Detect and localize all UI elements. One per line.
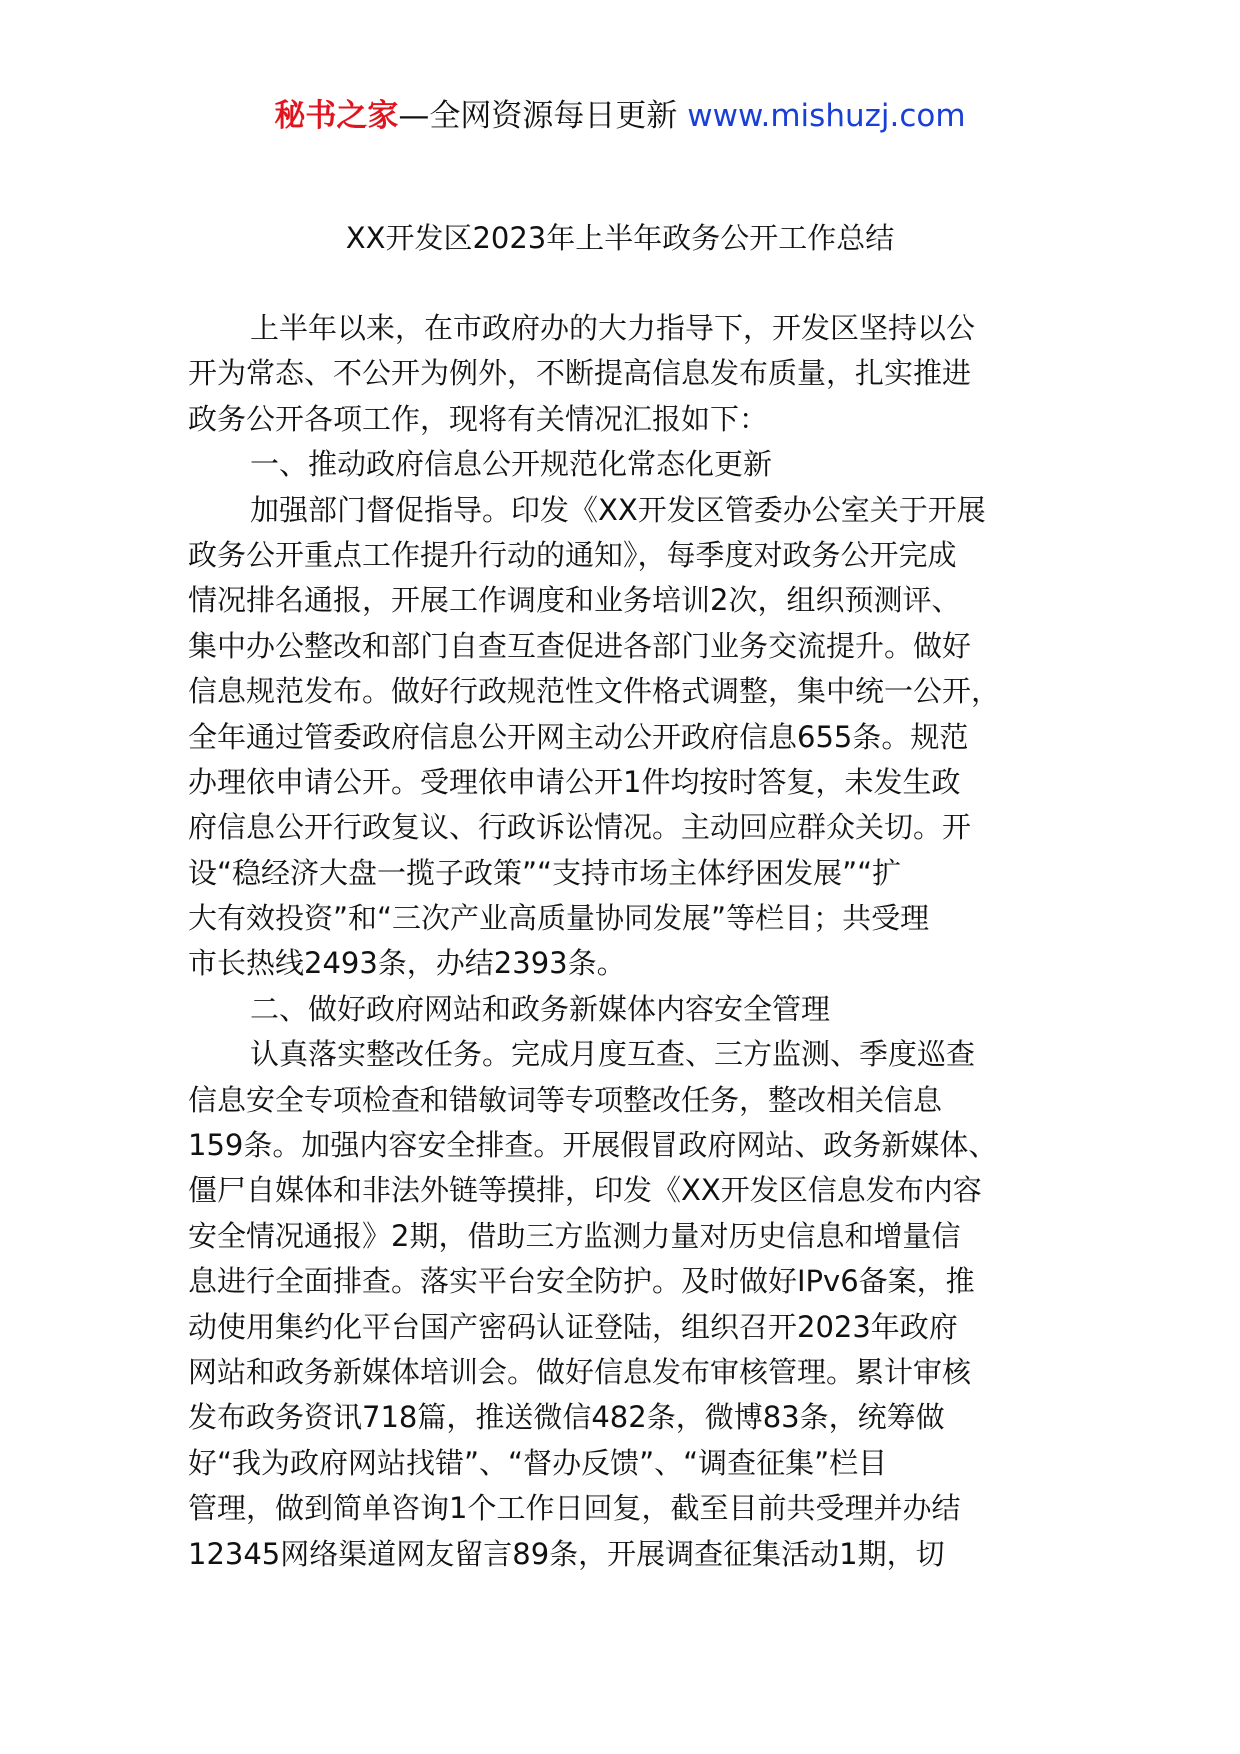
paragraph-line: 设“稳经济大盘一揽子政策”“支持市场主体纾困发展”“扩 bbox=[188, 855, 902, 890]
paragraph-line: 安全情况通报》2期，借助三方监测力量对历史信息和增量信 bbox=[188, 1218, 961, 1253]
paragraph-line: 发布政务资讯718篇，推送微信482条，微博83条，统筹做 bbox=[188, 1400, 945, 1435]
document-title: XX开发区2023年上半年政务公开工作总结 bbox=[345, 221, 895, 255]
paragraph-line: 认真落实整改任务。完成月度互查、三方监测、季度巡查 bbox=[250, 1037, 976, 1072]
brand-name: 秘书之家 bbox=[274, 98, 399, 134]
paragraph-line: 网站和政务新媒体培训会。做好信息发布审核管理。累计审核 bbox=[188, 1354, 972, 1389]
paragraph-line: 集中办公整改和部门自查互查促进各部门业务交流提升。做好 bbox=[188, 628, 972, 663]
paragraph-line: 12345网络渠道网友留言89条，开展调查征集活动1期，切 bbox=[188, 1536, 945, 1571]
section-heading: 一、推动政府信息公开规范化常态化更新 bbox=[250, 447, 773, 482]
paragraph-line: 信息安全专项检查和错敏词等专项整改任务，整改相关信息 bbox=[188, 1082, 943, 1117]
section-heading: 二、做好政府网站和政务新媒体内容安全管理 bbox=[250, 991, 831, 1026]
site-header bbox=[0, 96, 1240, 136]
paragraph-line: 情况排名通报，开展工作调度和业务培训2次，组织预测评、 bbox=[188, 583, 961, 618]
paragraph-line: 府信息公开行政复议、行政诉讼情况。主动回应群众关切。开 bbox=[188, 810, 972, 845]
paragraph-line: 上半年以来，在市政府办的大力指导下，开发区坚持以公 bbox=[250, 311, 976, 345]
paragraph-line: 动使用集约化平台国产密码认证登陆，组织召开2023年政府 bbox=[188, 1309, 958, 1344]
paragraph-line: 开为常态、不公开为例外，不断提高信息发布质量，扎实推进 bbox=[188, 356, 972, 391]
document-body bbox=[188, 306, 1068, 1577]
paragraph-line: 僵尸自媒体和非法外链等摸排，印发《XX开发区信息发布内容 bbox=[188, 1173, 982, 1208]
paragraph-line: 政务公开重点工作提升行动的通知》，每季度对政务公开完成 bbox=[188, 537, 957, 572]
paragraph-line: 办理依申请公开。受理依申请公开1件均按时答复，未发生政 bbox=[188, 764, 961, 799]
site-url-link[interactable]: www.mishuzj.com bbox=[687, 98, 966, 134]
header-tagline: —全网资源每日更新 bbox=[398, 98, 688, 134]
paragraph-line: 管理，做到简单咨询1个工作日回复，截至目前共受理并办结 bbox=[188, 1491, 961, 1526]
paragraph-line: 好“我为政府网站找错”、“督办反馈”、“调查征集”栏目 bbox=[188, 1445, 888, 1480]
paragraph-line: 大有效投资”和“三次产业高质量协同发展”等栏目；共受理 bbox=[188, 901, 930, 936]
paragraph-line: 市长热线2493条，办结2393条。 bbox=[188, 946, 626, 981]
paragraph-line: 息进行全面排查。落实平台安全防护。及时做好IPv6备案，推 bbox=[188, 1264, 975, 1299]
paragraph-line: 加强部门督促指导。印发《XX开发区管委办公室关于开展 bbox=[250, 492, 986, 527]
paragraph-line: 全年通过管委政府信息公开网主动公开政府信息655条。规范 bbox=[188, 719, 969, 754]
paragraph-line: 信息规范发布。做好行政规范性文件格式调整，集中统一公开， bbox=[188, 674, 1001, 709]
paragraph-line: 政务公开各项工作，现将有关情况汇报如下： bbox=[188, 401, 769, 436]
paragraph-line: 159条。加强内容安全排查。开展假冒政府网站、政务新媒体、 bbox=[188, 1128, 998, 1163]
